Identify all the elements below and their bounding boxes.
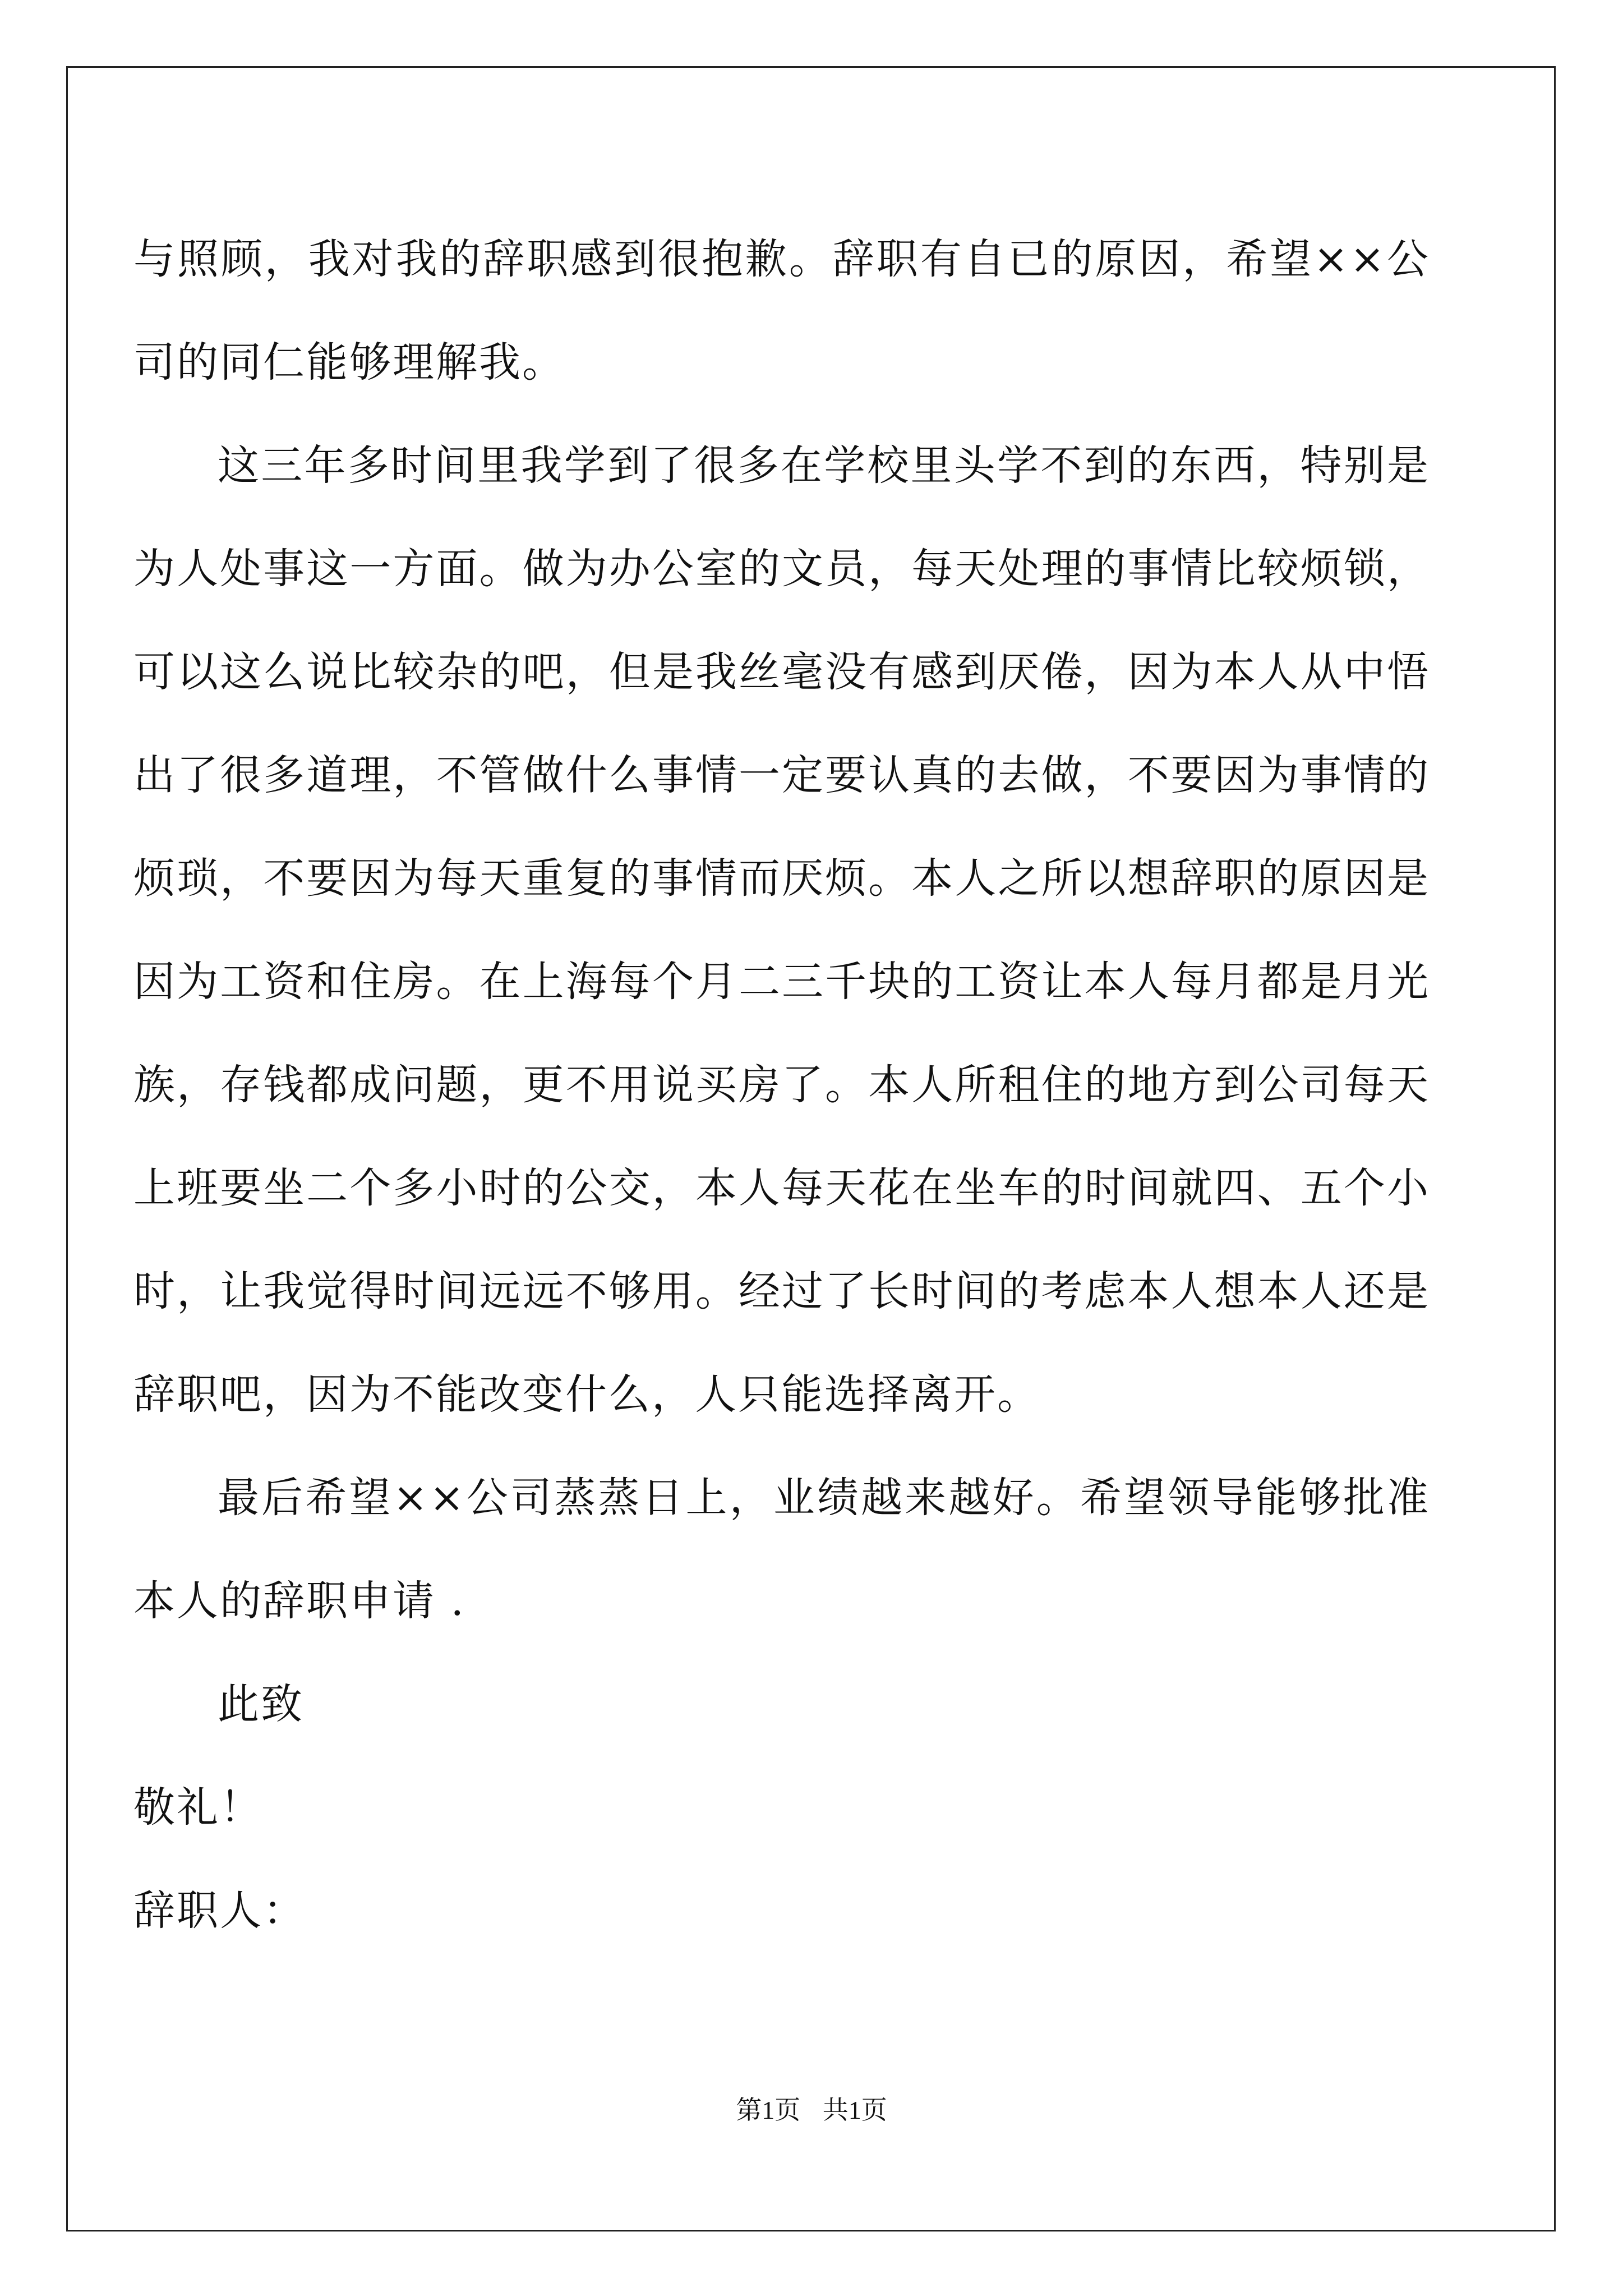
- body-line: 出了很多道理，不管做什么事情一定要认真的去做，不要因为事情的: [133, 751, 1430, 799]
- paragraph-start-line: 最后希望××公司蒸蒸日上，业绩越来越好。希望领导能够批准: [218, 1474, 1430, 1522]
- body-line: 族，存钱都成问题，更不用说买房了。本人所租住的地方到公司每天: [133, 1061, 1430, 1109]
- paragraph-start-line: 这三年多时间里我学到了很多在学校里头学不到的东西，特别是: [218, 441, 1430, 490]
- body-line: 司的同仁能够理解我。: [133, 338, 565, 386]
- page-footer: [0, 2090, 1623, 2127]
- body-line: 时，让我觉得时间远远不够用。经过了长时间的考虑本人想本人还是: [133, 1267, 1430, 1315]
- page-number-total: 共1页: [822, 2096, 887, 2124]
- body-line: 为人处事这一方面。做为办公室的文员，每天处理的事情比较烦锁，: [133, 545, 1430, 593]
- body-line: 烦琐，不要因为每天重复的事情而厌烦。本人之所以想辞职的原因是: [133, 854, 1430, 903]
- body-line: 本人的辞职申请 .: [133, 1577, 466, 1625]
- body-line: 与照顾，我对我的辞职感到很抱歉。辞职有自已的原因，希望××公: [133, 235, 1430, 283]
- closing-salutation: 此致: [218, 1680, 304, 1728]
- page-number-current: 第1页: [736, 2096, 801, 2124]
- signature-label: 辞职人：: [133, 1887, 306, 1935]
- body-line: 上班要坐二个多小时的公交，本人每天花在坐车的时间就四、五个小: [133, 1164, 1430, 1212]
- body-line: 辞职吧，因为不能改变什么，人只能选择离开。: [133, 1370, 1040, 1419]
- letter-body: [133, 208, 1430, 1962]
- closing-regards: 敬礼！: [133, 1783, 263, 1832]
- body-line: 可以这么说比较杂的吧，但是我丝毫没有感到厌倦，因为本人从中悟: [133, 648, 1430, 696]
- body-line: 因为工资和住房。在上海每个月二三千块的工资让本人每月都是月光: [133, 958, 1430, 1006]
